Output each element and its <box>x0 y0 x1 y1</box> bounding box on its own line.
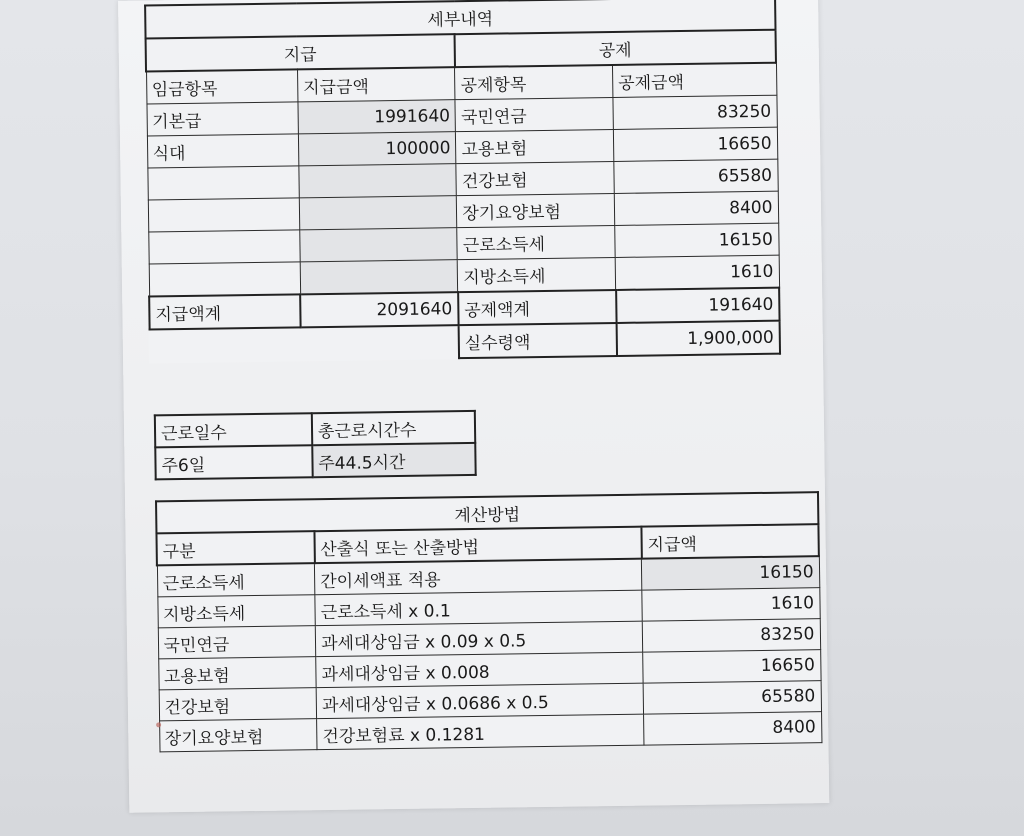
calc-table <box>155 491 822 752</box>
col-category: 구분 <box>156 531 314 565</box>
work-hours-value: 주44.5시간 <box>312 443 476 477</box>
deduction-amount-cell: 83250 <box>613 95 777 129</box>
work-days-value: 주6일 <box>155 445 312 479</box>
calc-method-cell: 근로소득세 x 0.1 <box>315 590 643 626</box>
calc-category-cell: 고용보험 <box>158 657 316 690</box>
calc-method-cell: 과세대상임금 x 0.09 x 0.5 <box>315 621 643 657</box>
calc-title: 계산방법 <box>156 492 818 533</box>
deduction-item-cell: 장기요양보험 <box>457 193 615 227</box>
pay-amount-cell <box>299 164 457 198</box>
work-hours-header: 총근로시간수 <box>312 411 476 445</box>
calc-category-cell: 지방소득세 <box>157 595 315 628</box>
deduction-item-cell: 건강보험 <box>456 161 614 195</box>
calc-category-cell: 건강보험 <box>159 688 317 721</box>
calc-method-cell: 건강보험료 x 0.1281 <box>317 714 645 750</box>
deduction-item-cell: 국민연금 <box>455 97 613 131</box>
calc-method-cell: 과세대상임금 x 0.008 <box>316 652 644 688</box>
pay-total-value: 2091640 <box>301 292 459 327</box>
pay-total-label: 지급액계 <box>149 294 301 329</box>
col-pay-item: 임금항목 <box>146 69 298 104</box>
deduction-amount-cell: 16650 <box>613 127 777 161</box>
calc-amount-cell: 8400 <box>644 712 822 745</box>
calc-method-cell: 과세대상임금 x 0.0686 x 0.5 <box>316 683 644 719</box>
work-days-header: 근로일수 <box>155 413 312 447</box>
pay-amount-cell <box>300 260 458 295</box>
deduction-amount-cell: 8400 <box>614 191 778 225</box>
pay-amount-cell: 100000 <box>298 132 456 166</box>
net-amount: 1,900,000 <box>616 321 780 356</box>
empty-cell <box>150 327 302 362</box>
calc-category-cell: 국민연금 <box>158 626 316 659</box>
calc-amount-cell: 83250 <box>643 619 821 652</box>
deduction-amount-cell: 65580 <box>614 159 778 193</box>
pay-item-cell <box>147 166 299 200</box>
net-label: 실수령액 <box>458 323 616 358</box>
pay-amount-cell: 1991640 <box>298 100 456 134</box>
payslip-sheet <box>118 0 829 813</box>
detail-title: 세부내역 <box>145 0 775 39</box>
deduction-item-cell: 고용보험 <box>456 129 614 163</box>
calc-amount-cell: 1610 <box>642 588 820 621</box>
pay-item-cell <box>149 262 301 297</box>
col-pay-amount: 지급금액 <box>297 67 455 102</box>
deduction-item-cell: 지방소득세 <box>458 257 616 292</box>
deduction-item-cell: 근로소득세 <box>457 225 615 259</box>
pay-item-cell <box>148 230 300 264</box>
pay-item-cell: 기본급 <box>146 102 298 136</box>
pay-item-cell <box>148 198 300 232</box>
work-table <box>154 410 477 480</box>
deduction-total-value: 191640 <box>616 288 780 323</box>
col-deduction-item: 공제항목 <box>455 65 613 100</box>
calc-amount-cell: 65580 <box>644 681 822 714</box>
deduction-total-label: 공제액계 <box>458 290 616 325</box>
calc-amount-cell: 16150 <box>642 556 820 590</box>
pay-amount-cell <box>299 196 457 230</box>
pay-header: 지급 <box>146 34 455 71</box>
col-deduction-amount: 공제금액 <box>612 63 776 98</box>
deduction-amount-cell: 1610 <box>615 255 779 290</box>
deduction-header: 공제 <box>454 30 776 67</box>
pay-item-cell: 식대 <box>147 134 299 168</box>
deduction-amount-cell: 16150 <box>615 223 779 257</box>
calc-method-cell: 간이세액표 적용 <box>315 559 643 595</box>
calc-category-cell: 장기요양보험 <box>159 719 317 752</box>
pay-amount-cell <box>300 228 458 262</box>
empty-cell <box>301 325 459 360</box>
detail-table <box>144 0 781 363</box>
calc-amount-cell: 16650 <box>643 650 821 683</box>
col-amount: 지급액 <box>641 524 819 558</box>
col-method: 산출식 또는 산출방법 <box>314 527 642 564</box>
paper-stain <box>156 722 161 727</box>
calc-category-cell: 근로소득세 <box>157 563 315 597</box>
